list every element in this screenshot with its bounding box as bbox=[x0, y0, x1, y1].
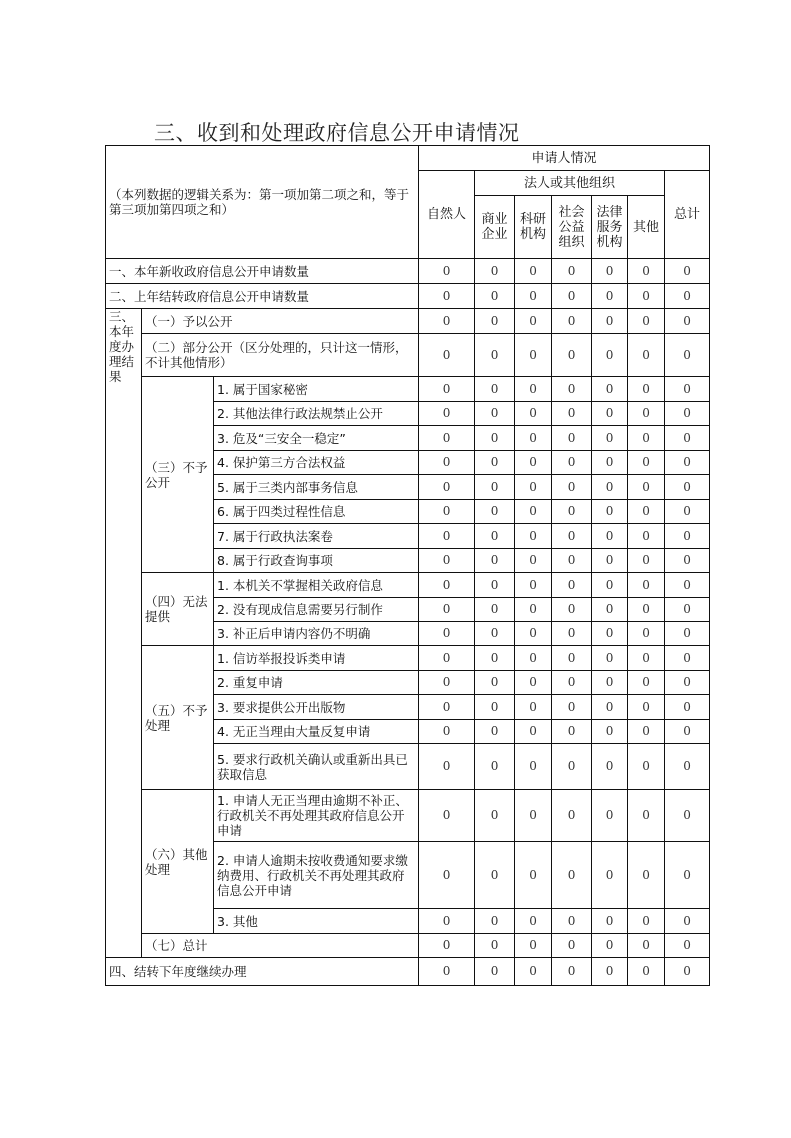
value-legal-service: 0 bbox=[592, 646, 628, 671]
value-legal-service: 0 bbox=[592, 259, 628, 284]
value-commercial: 0 bbox=[475, 475, 515, 500]
value-research: 0 bbox=[515, 573, 552, 598]
value-total: 0 bbox=[665, 451, 710, 475]
value-research: 0 bbox=[515, 842, 552, 909]
row-label-withheld-enforcement: 7. 属于行政执法案卷 bbox=[214, 524, 419, 549]
header-legal-service: 法律服务机构 bbox=[592, 196, 628, 259]
value-research: 0 bbox=[515, 259, 552, 284]
value-legal-service: 0 bbox=[592, 500, 628, 524]
value-commercial: 0 bbox=[475, 909, 515, 934]
value-legal-service: 0 bbox=[592, 573, 628, 598]
value-research: 0 bbox=[515, 622, 552, 646]
value-public-welfare: 0 bbox=[552, 958, 592, 986]
value-total: 0 bbox=[665, 426, 710, 451]
value-legal-service: 0 bbox=[592, 790, 628, 842]
header-total: 总计 bbox=[665, 171, 710, 259]
value-natural-person: 0 bbox=[419, 451, 475, 475]
value-other: 0 bbox=[628, 524, 665, 549]
value-other: 0 bbox=[628, 790, 665, 842]
value-research: 0 bbox=[515, 475, 552, 500]
value-legal-service: 0 bbox=[592, 426, 628, 451]
value-natural-person: 0 bbox=[419, 958, 475, 986]
value-commercial: 0 bbox=[475, 549, 515, 573]
row-label-other-no-correction: 1. 申请人无正当理由逾期不补正、行政机关不再处理其政府信息公开申请 bbox=[214, 790, 419, 842]
value-legal-service: 0 bbox=[592, 671, 628, 695]
group-label-unavailable: （四）无法提供 bbox=[142, 573, 214, 646]
value-natural-person: 0 bbox=[419, 720, 475, 744]
value-public-welfare: 0 bbox=[552, 842, 592, 909]
value-research: 0 bbox=[515, 598, 552, 622]
row-label-unavailable-not-held: 1. 本机关不掌握相关政府信息 bbox=[214, 573, 419, 598]
value-natural-person: 0 bbox=[419, 695, 475, 720]
value-natural-person: 0 bbox=[419, 573, 475, 598]
value-commercial: 0 bbox=[475, 524, 515, 549]
value-research: 0 bbox=[515, 720, 552, 744]
value-total: 0 bbox=[665, 284, 710, 309]
value-public-welfare: 0 bbox=[552, 377, 592, 402]
value-commercial: 0 bbox=[475, 500, 515, 524]
value-commercial: 0 bbox=[475, 451, 515, 475]
value-natural-person: 0 bbox=[419, 744, 475, 790]
value-other: 0 bbox=[628, 909, 665, 934]
value-commercial: 0 bbox=[475, 309, 515, 334]
value-legal-service: 0 bbox=[592, 622, 628, 646]
value-public-welfare: 0 bbox=[552, 573, 592, 598]
value-commercial: 0 bbox=[475, 573, 515, 598]
value-total: 0 bbox=[665, 744, 710, 790]
row-label-subtotal: （七）总计 bbox=[142, 934, 419, 958]
table-row bbox=[106, 934, 710, 958]
header-legal-group: 法人或其他组织 bbox=[475, 171, 665, 196]
value-total: 0 bbox=[665, 309, 710, 334]
value-public-welfare: 0 bbox=[552, 284, 592, 309]
value-other: 0 bbox=[628, 934, 665, 958]
value-other: 0 bbox=[628, 284, 665, 309]
value-commercial: 0 bbox=[475, 720, 515, 744]
value-total: 0 bbox=[665, 671, 710, 695]
value-research: 0 bbox=[515, 284, 552, 309]
group-label-results: 三、本年度办理结果 bbox=[106, 309, 142, 958]
table-row bbox=[106, 309, 710, 334]
row-label-withheld-law-prohibited: 2. 其他法律行政法规禁止公开 bbox=[214, 402, 419, 426]
value-other: 0 bbox=[628, 622, 665, 646]
value-public-welfare: 0 bbox=[552, 475, 592, 500]
value-legal-service: 0 bbox=[592, 909, 628, 934]
row-label-withheld-third-party: 4. 保护第三方合法权益 bbox=[214, 451, 419, 475]
value-other: 0 bbox=[628, 334, 665, 377]
value-other: 0 bbox=[628, 549, 665, 573]
header-other: 其他 bbox=[628, 196, 665, 259]
row-label-unavailable-unclear: 3. 补正后申请内容仍不明确 bbox=[214, 622, 419, 646]
value-natural-person: 0 bbox=[419, 790, 475, 842]
value-total: 0 bbox=[665, 909, 710, 934]
value-commercial: 0 bbox=[475, 671, 515, 695]
value-natural-person: 0 bbox=[419, 842, 475, 909]
table-row bbox=[106, 790, 710, 842]
value-natural-person: 0 bbox=[419, 671, 475, 695]
value-total: 0 bbox=[665, 598, 710, 622]
row-label-unhandled-repetitive: 4. 无正当理由大量反复申请 bbox=[214, 720, 419, 744]
value-total: 0 bbox=[665, 958, 710, 986]
value-natural-person: 0 bbox=[419, 309, 475, 334]
value-total: 0 bbox=[665, 524, 710, 549]
value-natural-person: 0 bbox=[419, 934, 475, 958]
value-public-welfare: 0 bbox=[552, 524, 592, 549]
value-legal-service: 0 bbox=[592, 958, 628, 986]
value-other: 0 bbox=[628, 744, 665, 790]
group-label-unhandled: （五）不予处理 bbox=[142, 646, 214, 790]
row-label-unhandled-publication: 3. 要求提供公开出版物 bbox=[214, 695, 419, 720]
row-label-other-no-fee: 2. 申请人逾期未按收费通知要求缴纳费用、行政机关不再处理其政府信息公开申请 bbox=[214, 842, 419, 909]
row-label-withheld-state-secret: 1. 属于国家秘密 bbox=[214, 377, 419, 402]
row-label-unavailable-needs-creation: 2. 没有现成信息需要另行制作 bbox=[214, 598, 419, 622]
value-other: 0 bbox=[628, 426, 665, 451]
value-public-welfare: 0 bbox=[552, 309, 592, 334]
table-row bbox=[106, 958, 710, 986]
value-commercial: 0 bbox=[475, 958, 515, 986]
row-label-withheld-security: 3. 危及“三安全一稳定” bbox=[214, 426, 419, 451]
value-research: 0 bbox=[515, 309, 552, 334]
row-label-other-misc: 3. 其他 bbox=[214, 909, 419, 934]
value-other: 0 bbox=[628, 451, 665, 475]
value-other: 0 bbox=[628, 377, 665, 402]
value-research: 0 bbox=[515, 334, 552, 377]
header-natural-person: 自然人 bbox=[419, 171, 475, 259]
value-other: 0 bbox=[628, 842, 665, 909]
value-research: 0 bbox=[515, 909, 552, 934]
value-research: 0 bbox=[515, 646, 552, 671]
row-label-fully-disclosed: （一）予以公开 bbox=[142, 309, 419, 334]
value-public-welfare: 0 bbox=[552, 622, 592, 646]
value-commercial: 0 bbox=[475, 598, 515, 622]
header-commercial: 商业企业 bbox=[475, 196, 515, 259]
table-row bbox=[106, 573, 710, 598]
value-research: 0 bbox=[515, 500, 552, 524]
value-research: 0 bbox=[515, 426, 552, 451]
value-other: 0 bbox=[628, 671, 665, 695]
value-other: 0 bbox=[628, 309, 665, 334]
value-total: 0 bbox=[665, 695, 710, 720]
value-total: 0 bbox=[665, 934, 710, 958]
value-public-welfare: 0 bbox=[552, 259, 592, 284]
value-other: 0 bbox=[628, 475, 665, 500]
value-commercial: 0 bbox=[475, 284, 515, 309]
value-legal-service: 0 bbox=[592, 334, 628, 377]
value-total: 0 bbox=[665, 790, 710, 842]
value-total: 0 bbox=[665, 259, 710, 284]
header-public-welfare: 社会公益组织 bbox=[552, 196, 592, 259]
value-public-welfare: 0 bbox=[552, 500, 592, 524]
value-natural-person: 0 bbox=[419, 598, 475, 622]
value-total: 0 bbox=[665, 842, 710, 909]
value-total: 0 bbox=[665, 334, 710, 377]
value-total: 0 bbox=[665, 622, 710, 646]
value-legal-service: 0 bbox=[592, 284, 628, 309]
value-natural-person: 0 bbox=[419, 334, 475, 377]
value-other: 0 bbox=[628, 695, 665, 720]
value-public-welfare: 0 bbox=[552, 720, 592, 744]
value-legal-service: 0 bbox=[592, 549, 628, 573]
value-total: 0 bbox=[665, 377, 710, 402]
value-commercial: 0 bbox=[475, 377, 515, 402]
value-public-welfare: 0 bbox=[552, 671, 592, 695]
value-public-welfare: 0 bbox=[552, 549, 592, 573]
section-title: 三、收到和处理政府信息公开申请情况 bbox=[154, 121, 520, 145]
value-other: 0 bbox=[628, 720, 665, 744]
header-research: 科研机构 bbox=[515, 196, 552, 259]
value-commercial: 0 bbox=[475, 334, 515, 377]
header-note: （本列数据的逻辑关系为：第一项加第二项之和，等于第三项加第四项之和） bbox=[106, 146, 419, 259]
value-legal-service: 0 bbox=[592, 934, 628, 958]
value-public-welfare: 0 bbox=[552, 934, 592, 958]
value-public-welfare: 0 bbox=[552, 598, 592, 622]
value-research: 0 bbox=[515, 524, 552, 549]
value-other: 0 bbox=[628, 598, 665, 622]
table-row bbox=[106, 377, 710, 402]
row-label-unhandled-duplicate: 2. 重复申请 bbox=[214, 671, 419, 695]
value-other: 0 bbox=[628, 259, 665, 284]
value-total: 0 bbox=[665, 402, 710, 426]
header-applicant: 申请人情况 bbox=[419, 146, 710, 171]
table-row bbox=[106, 284, 710, 309]
value-research: 0 bbox=[515, 671, 552, 695]
value-legal-service: 0 bbox=[592, 377, 628, 402]
value-research: 0 bbox=[515, 549, 552, 573]
value-research: 0 bbox=[515, 934, 552, 958]
value-natural-person: 0 bbox=[419, 259, 475, 284]
value-commercial: 0 bbox=[475, 259, 515, 284]
row-label-unhandled-petition: 1. 信访举报投诉类申请 bbox=[214, 646, 419, 671]
value-research: 0 bbox=[515, 744, 552, 790]
value-commercial: 0 bbox=[475, 790, 515, 842]
value-research: 0 bbox=[515, 695, 552, 720]
value-commercial: 0 bbox=[475, 744, 515, 790]
value-research: 0 bbox=[515, 451, 552, 475]
value-research: 0 bbox=[515, 402, 552, 426]
value-commercial: 0 bbox=[475, 695, 515, 720]
value-public-welfare: 0 bbox=[552, 334, 592, 377]
value-legal-service: 0 bbox=[592, 744, 628, 790]
value-commercial: 0 bbox=[475, 646, 515, 671]
value-other: 0 bbox=[628, 500, 665, 524]
value-public-welfare: 0 bbox=[552, 426, 592, 451]
value-public-welfare: 0 bbox=[552, 451, 592, 475]
value-natural-person: 0 bbox=[419, 646, 475, 671]
row-label-partially-disclosed: （二）部分公开（区分处理的，只计这一情形，不计其他情形） bbox=[142, 334, 419, 377]
value-natural-person: 0 bbox=[419, 475, 475, 500]
value-total: 0 bbox=[665, 475, 710, 500]
value-legal-service: 0 bbox=[592, 451, 628, 475]
value-legal-service: 0 bbox=[592, 309, 628, 334]
value-public-welfare: 0 bbox=[552, 790, 592, 842]
table-row bbox=[106, 334, 710, 377]
row-label-withheld-internal-affairs: 5. 属于三类内部事务信息 bbox=[214, 475, 419, 500]
value-public-welfare: 0 bbox=[552, 402, 592, 426]
value-total: 0 bbox=[665, 573, 710, 598]
value-public-welfare: 0 bbox=[552, 646, 592, 671]
value-natural-person: 0 bbox=[419, 284, 475, 309]
value-legal-service: 0 bbox=[592, 720, 628, 744]
value-commercial: 0 bbox=[475, 622, 515, 646]
value-research: 0 bbox=[515, 790, 552, 842]
value-commercial: 0 bbox=[475, 934, 515, 958]
row-label-new-requests: 一、本年新收政府信息公开申请数量 bbox=[106, 259, 419, 284]
value-natural-person: 0 bbox=[419, 524, 475, 549]
value-other: 0 bbox=[628, 958, 665, 986]
value-other: 0 bbox=[628, 402, 665, 426]
value-commercial: 0 bbox=[475, 426, 515, 451]
value-legal-service: 0 bbox=[592, 402, 628, 426]
value-legal-service: 0 bbox=[592, 598, 628, 622]
value-total: 0 bbox=[665, 500, 710, 524]
table-row bbox=[106, 259, 710, 284]
value-natural-person: 0 bbox=[419, 549, 475, 573]
row-label-withheld-query: 8. 属于行政查询事项 bbox=[214, 549, 419, 573]
value-legal-service: 0 bbox=[592, 475, 628, 500]
value-legal-service: 0 bbox=[592, 842, 628, 909]
value-other: 0 bbox=[628, 573, 665, 598]
row-label-carried-over: 二、上年结转政府信息公开申请数量 bbox=[106, 284, 419, 309]
value-research: 0 bbox=[515, 958, 552, 986]
value-other: 0 bbox=[628, 646, 665, 671]
value-natural-person: 0 bbox=[419, 402, 475, 426]
value-total: 0 bbox=[665, 720, 710, 744]
group-label-withheld: （三）不予公开 bbox=[142, 377, 214, 573]
value-natural-person: 0 bbox=[419, 622, 475, 646]
row-label-withheld-process-info: 6. 属于四类过程性信息 bbox=[214, 500, 419, 524]
row-label-unhandled-confirm: 5. 要求行政机关确认或重新出具已获取信息 bbox=[214, 744, 419, 790]
value-legal-service: 0 bbox=[592, 524, 628, 549]
value-public-welfare: 0 bbox=[552, 909, 592, 934]
value-public-welfare: 0 bbox=[552, 695, 592, 720]
value-natural-person: 0 bbox=[419, 500, 475, 524]
info-disclosure-table bbox=[105, 145, 710, 986]
row-label-carry-forward: 四、结转下年度继续办理 bbox=[106, 958, 419, 986]
value-commercial: 0 bbox=[475, 402, 515, 426]
value-total: 0 bbox=[665, 646, 710, 671]
value-research: 0 bbox=[515, 377, 552, 402]
value-legal-service: 0 bbox=[592, 695, 628, 720]
group-label-other-handling: （六）其他处理 bbox=[142, 790, 214, 934]
value-natural-person: 0 bbox=[419, 426, 475, 451]
value-natural-person: 0 bbox=[419, 377, 475, 402]
table-row bbox=[106, 646, 710, 671]
value-commercial: 0 bbox=[475, 842, 515, 909]
value-total: 0 bbox=[665, 549, 710, 573]
value-public-welfare: 0 bbox=[552, 744, 592, 790]
value-natural-person: 0 bbox=[419, 909, 475, 934]
